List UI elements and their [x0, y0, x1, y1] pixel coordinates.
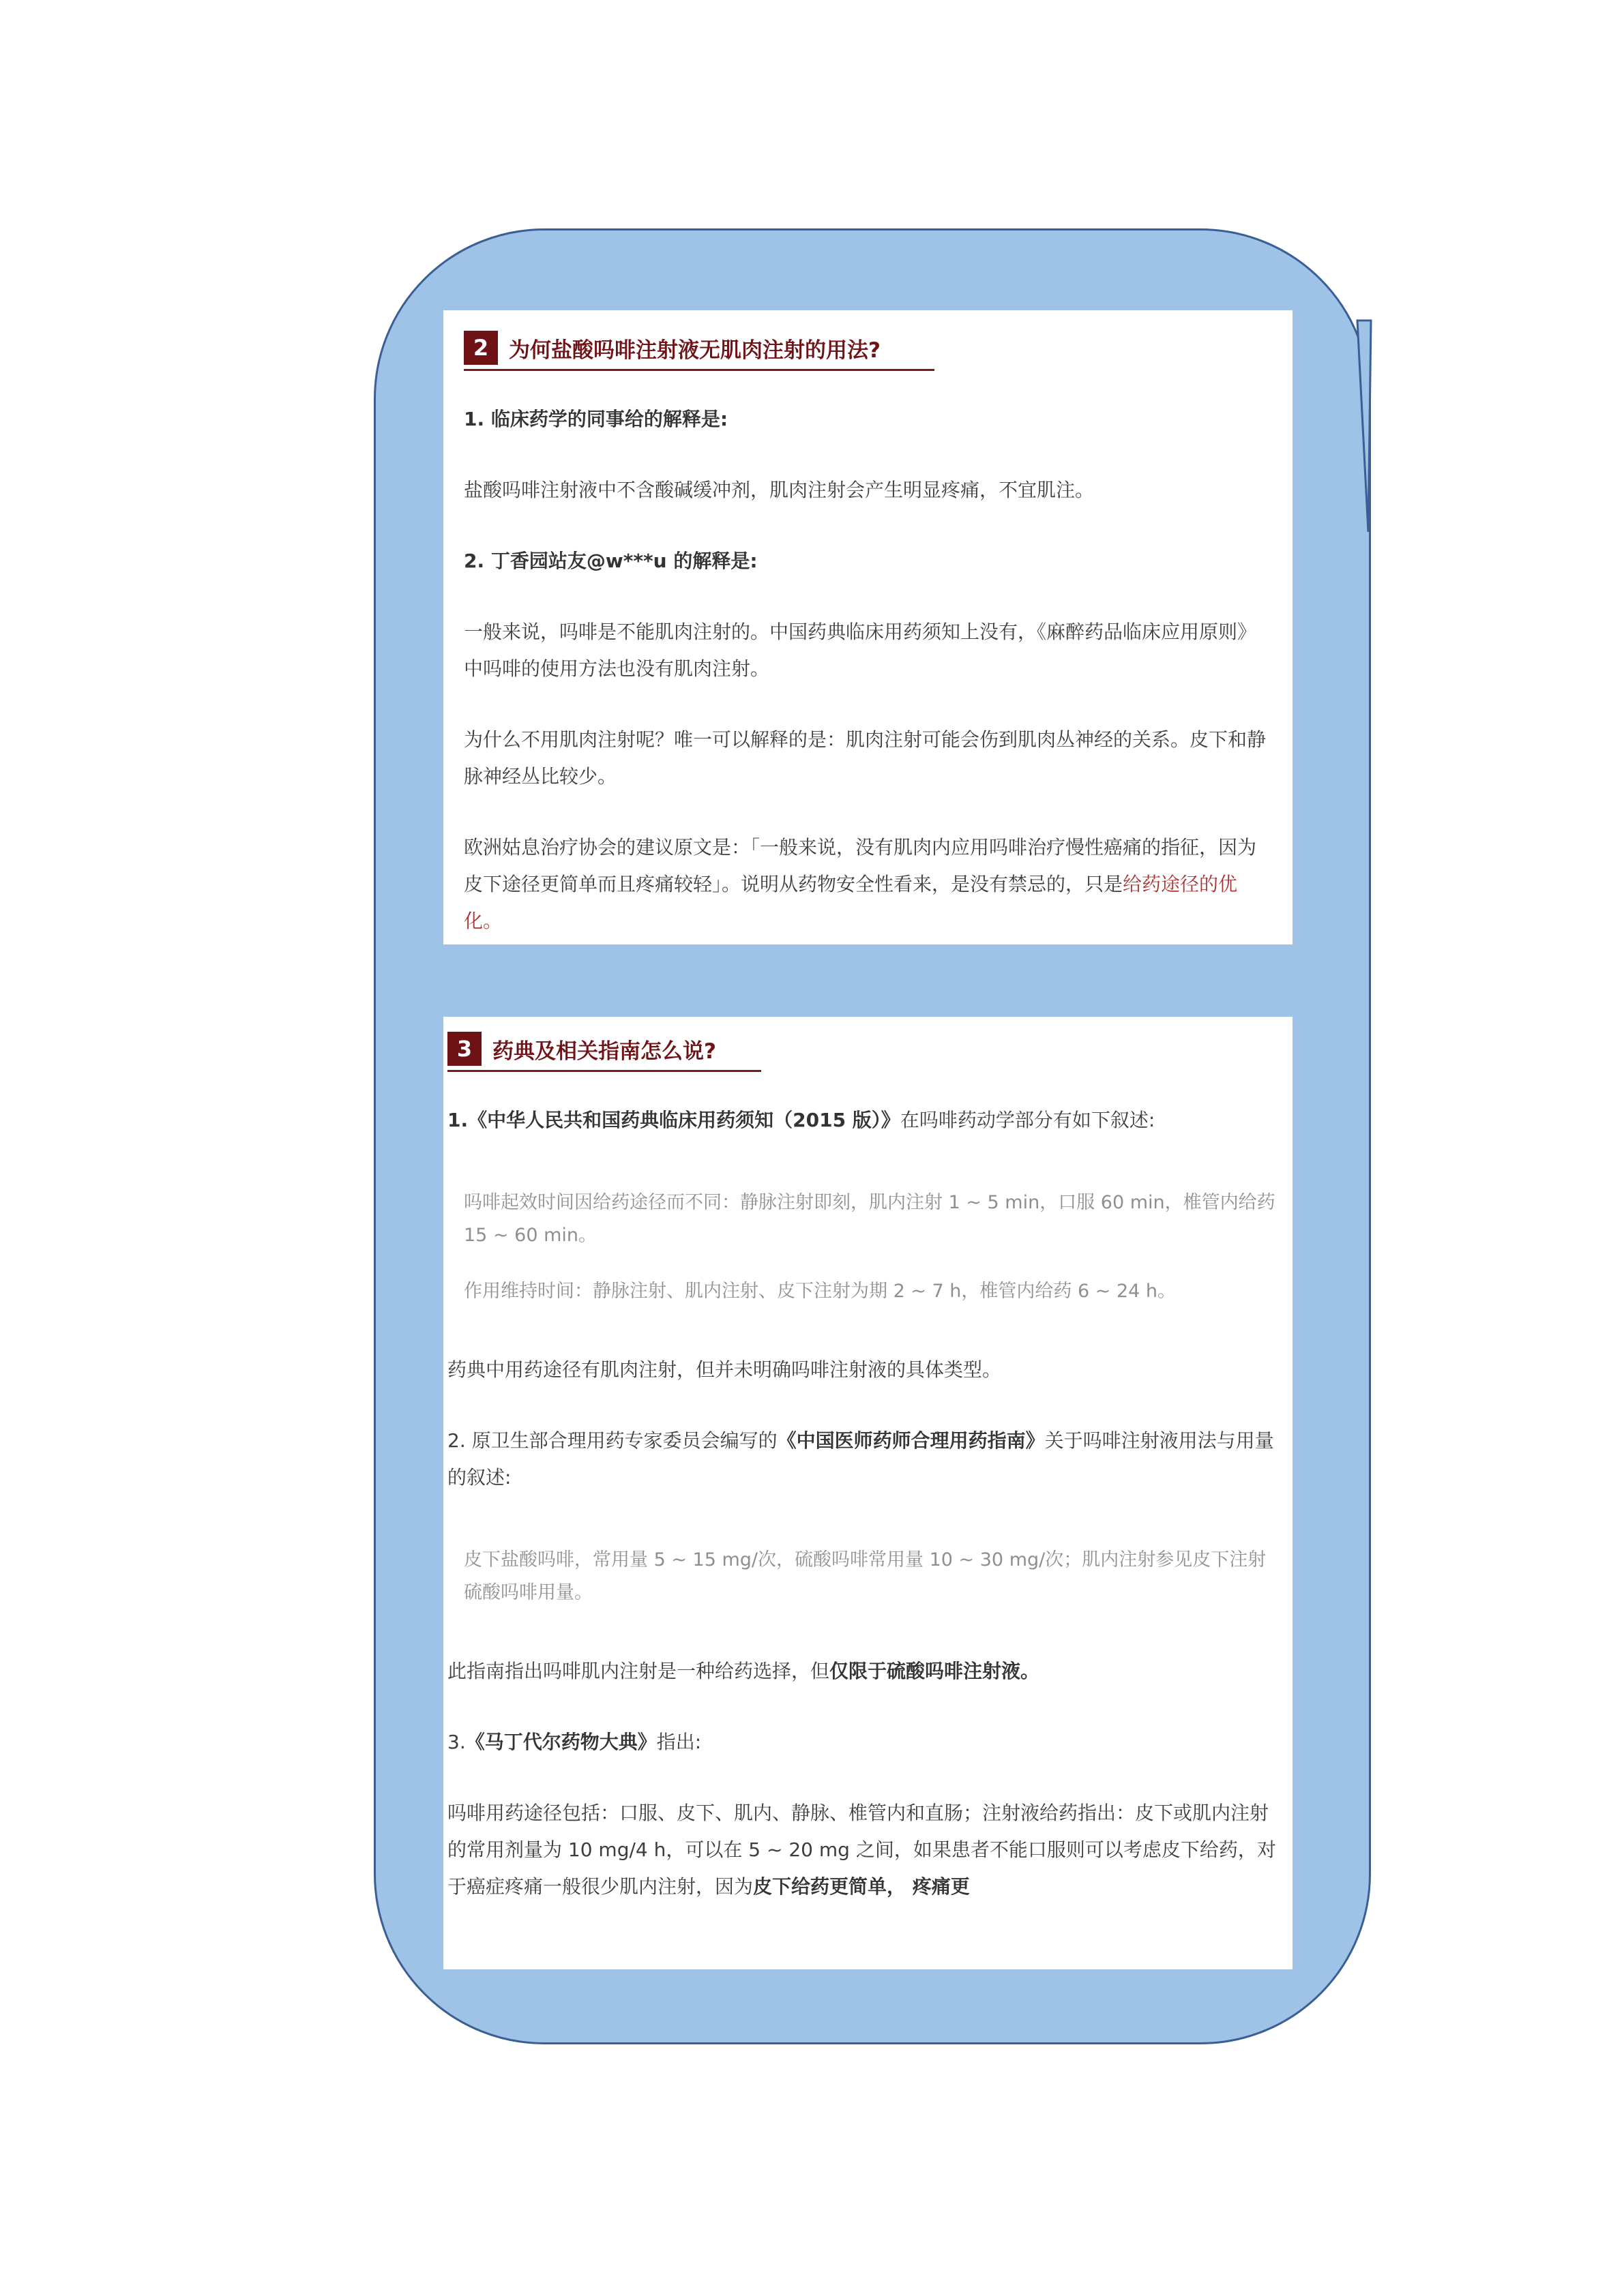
- paragraph-text: 2. 原卫生部合理用药专家委员会编写的: [447, 1429, 778, 1452]
- paragraph: 一般来说，吗啡是不能肌肉注射的。中国药典临床用药须知上没有，《麻醉药品临床应用原则》中吗啡的使用方法也没有肌肉注射。: [464, 621, 1257, 680]
- section-number-badge: 3: [447, 1032, 482, 1066]
- paragraph-text: 在吗啡药动学部分有如下叙述:: [900, 1109, 1155, 1131]
- book-title: 《中国医师药师合理用药指南》: [777, 1429, 1045, 1452]
- paragraph-text: 吗啡用药途径包括：口服、皮下、肌内、静脉、椎管内和直肠；注射液给药指出：皮下或肌内注射的常用剂量为 10 mg/4 h，可以在 5 ~ 20 mg 之间，如果患者不能口服则可以考虑皮下给药，对于癌症疼痛一般很少肌内注射，因为: [447, 1802, 1276, 1898]
- section-3-card: [443, 1017, 1293, 1969]
- paragraph-text: 指出:: [656, 1731, 702, 1753]
- section-3-heading: [447, 1032, 761, 1072]
- book-title: 《马丁代尔药物大典》: [465, 1731, 657, 1753]
- quote-text: 吗啡起效时间因给药途径而不同：静脉注射即刻，肌内注射 1 ~ 5 min，口服 60 min，椎管内给药 15 ~ 60 min。: [464, 1192, 1275, 1246]
- section-title: 药典及相关指南怎么说?: [492, 1039, 716, 1064]
- paragraph: [447, 1795, 1283, 1905]
- emphasis-text: 仅限于硫酸吗啡注射液。: [829, 1660, 1040, 1682]
- paragraph: [447, 1422, 1283, 1496]
- paragraph: 药典中用药途径有肌肉注射，但并未明确吗啡注射液的具体类型。: [447, 1358, 1002, 1381]
- quote-block: [447, 1544, 1283, 1609]
- paragraph-text: 此指南指出吗啡肌内注射是一种给药选择，但: [447, 1660, 830, 1682]
- paragraph: 盐酸吗啡注射液中不含酸碱缓冲剂，肌肉注射会产生明显疼痛，不宜肌注。: [464, 479, 1095, 501]
- book-title: 1.《中华人民共和国药典临床用药须知（2015 版）》: [447, 1109, 900, 1131]
- paragraph-text: 关于吗啡注射液用法与用量的叙述:: [447, 1429, 1274, 1489]
- section-title: 为何盐酸吗啡注射液无肌肉注射的用法?: [509, 338, 881, 363]
- paragraph: [447, 1653, 1283, 1690]
- quote-text: 皮下盐酸吗啡，常用量 5 ~ 15 mg/次，硫酸吗啡常用量 10 ~ 30 mg/次；肌内注射参见皮下注射硫酸吗啡用量。: [464, 1549, 1267, 1603]
- paragraph-text: 欧洲姑息治疗协会的建议原文是：「一般来说，没有肌肉内应用吗啡治疗慢性癌痛的指征，因为皮下途径更简单而且疼痛较轻」。说明从药物安全性看来，是没有禁忌的，只是: [464, 836, 1257, 895]
- paragraph: [447, 1724, 1283, 1761]
- section-number-badge: 2: [464, 331, 498, 365]
- emphasis-text: 皮下给药更简单， 疼痛更: [753, 1875, 970, 1898]
- paragraph: 2. 丁香园站友@w***u 的解释是:: [464, 550, 758, 572]
- quote-text: 作用维持时间：静脉注射、肌内注射、皮下注射为期 2 ~ 7 h，椎管内给药 6 ~ 24 h。: [464, 1281, 1177, 1302]
- paragraph-text: 3.: [447, 1731, 466, 1753]
- paragraph: 为什么不用肌肉注射呢？唯一可以解释的是：肌肉注射可能会伤到肌肉丛神经的关系。皮下和静脉神经丛比较少。: [464, 728, 1267, 788]
- highlight-text: 给药途径的优化。: [464, 873, 1238, 932]
- section-2-heading: [464, 331, 934, 371]
- paragraph: [464, 829, 1272, 940]
- quote-block: [447, 1187, 1283, 1308]
- paragraph: [447, 1102, 1283, 1139]
- section-2-card: [443, 310, 1293, 944]
- paragraph: 1. 临床药学的同事给的解释是:: [464, 408, 728, 430]
